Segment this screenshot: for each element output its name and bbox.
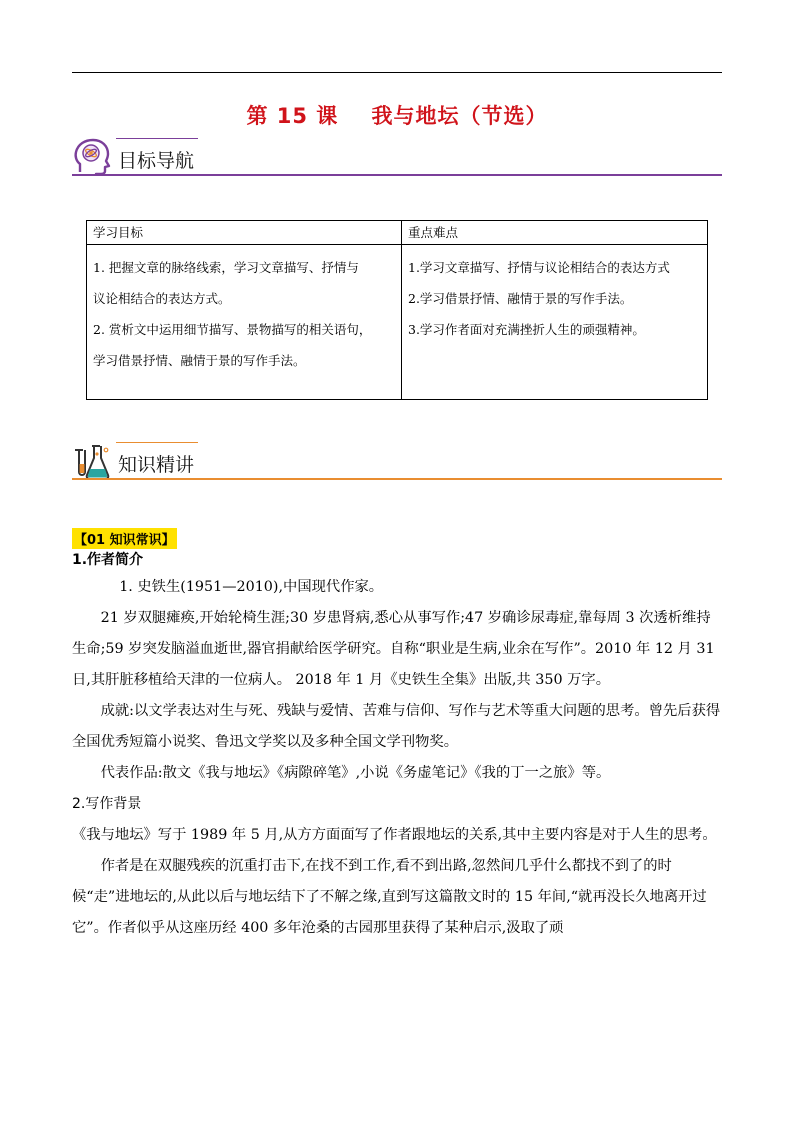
paragraph: 作者是在双腿残疾的沉重打击下,在找不到工作,看不到出路,忽然间几乎什么都找不到了的时候“走”进地坛的,从此以后与地坛结下了不解之缘,直到写这篇散文时的 15 年间,“就再没长久地离开过它”。作者似乎从这座历经 400 多年沧桑的古园那里获得了某种启示,汲取了顽: [72, 858, 707, 936]
top-rule: [72, 72, 722, 73]
page-title: 第 15 课 我与地坛（节选）: [246, 104, 548, 128]
knowledge-tag: 【01 知识常识】: [72, 528, 177, 549]
section-goals-header: [72, 138, 722, 180]
goals-cell: [87, 245, 402, 400]
key-point-line: 1.学习文章描写、抒情与议论相结合的表达方式: [408, 260, 670, 275]
goal-line: 1. 把握文章的脉络线索，学习文章描写、抒情与: [93, 260, 359, 275]
table-row: [87, 245, 708, 400]
section-underline: [72, 478, 722, 480]
author-intro-heading: 1.作者简介: [72, 552, 144, 568]
table-header-goals: 学习目标: [87, 221, 402, 245]
goal-line: 2. 赏析文中运用细节描写、景物描写的相关语句，: [93, 322, 372, 337]
paragraph: 成就:以文学表达对生与死、残缺与爱情、苦难与信仰、写作与艺术等重大问题的思考。曾先后获得全国优秀短篇小说奖、鲁迅文学奖以及多种全国文学刊物奖。: [72, 703, 721, 750]
key-point-line: 3.学习作者面对充满挫折人生的顽强精神。: [408, 322, 645, 337]
brain-head-icon: [72, 138, 112, 178]
section-overline: [116, 138, 198, 139]
paragraph: 《我与地坛》写于 1989 年 5 月,从方方面面写了作者跟地坛的关系,其中主要内容是对于人生的思考。: [72, 827, 717, 843]
section-goals-title: 目标导航: [118, 150, 195, 172]
section-underline: [72, 174, 722, 176]
section-overline: [116, 442, 198, 443]
author-bio: 1. 史铁生(1951—2010),中国现代作家。: [119, 579, 384, 595]
table-header-key-points: 重点难点: [402, 221, 708, 245]
background-heading: 2.写作背景: [72, 796, 142, 812]
section-knowledge-title: 知识精讲: [118, 454, 195, 476]
lab-flask-icon: [72, 442, 112, 482]
goal-line: 学习借景抒情、融情于景的写作手法。: [93, 353, 306, 368]
paragraph: 21 岁双腿瘫痪,开始轮椅生涯;30 岁患肾病,悉心从事写作;47 岁确诊尿毒症,靠每周 3 次透析维持生命;59 岁突发脑溢血逝世,器官捐献给医学研究。自称“职业是生病,业余在写作”。2010 年 12 月 31 日,其肝脏移植给天津的一位病人。 2018 年 1 月《史铁生全集》出版,共 350 万字。: [72, 610, 715, 688]
goals-table: [86, 220, 708, 400]
paragraph: 代表作品:散文《我与地坛》《病隙碎笔》,小说《务虚笔记》《我的丁一之旅》等。: [100, 765, 611, 781]
key-points-cell: [402, 245, 708, 400]
goal-line: 议论相结合的表达方式。: [93, 291, 231, 306]
key-point-line: 2.学习借景抒情、融情于景的写作手法。: [408, 291, 633, 306]
section-knowledge-header: [72, 442, 722, 484]
table-header-row: [87, 221, 708, 245]
knowledge-body: [72, 572, 722, 944]
